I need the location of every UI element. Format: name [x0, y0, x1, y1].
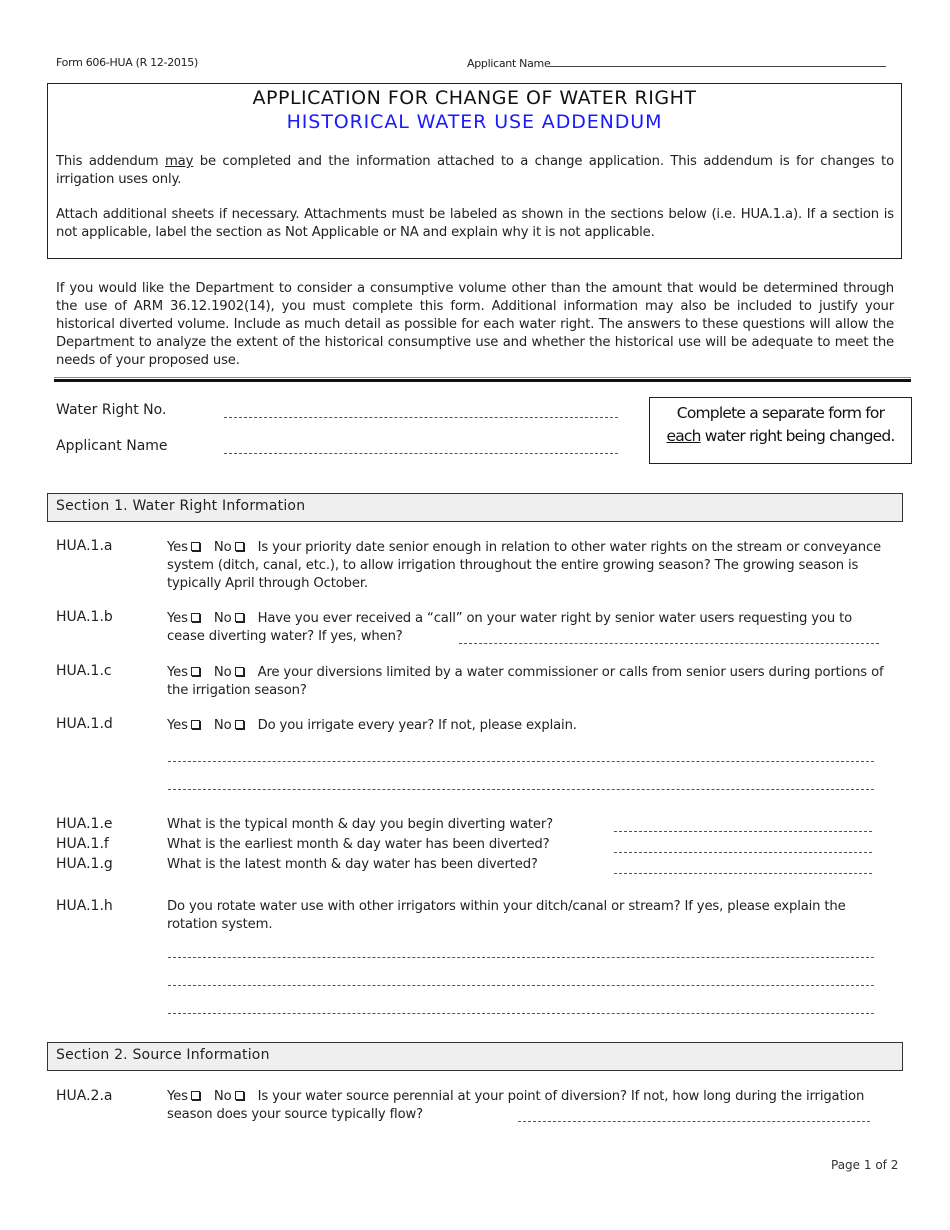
water-right-label: Water Right No.	[56, 402, 167, 418]
question-id: HUA.1.a	[56, 538, 113, 554]
separate-form-note: Complete a separate form for each water right being changed.	[649, 397, 912, 464]
section-2-header: Section 2. Source Information	[47, 1042, 903, 1071]
yes-checkbox[interactable]	[191, 667, 200, 676]
begin-date-field[interactable]	[614, 830, 872, 832]
no-checkbox[interactable]	[235, 613, 244, 622]
intro-paragraph: If you would like the Department to consider a consumptive volume other than the amount that would be determined through the use of ARM 36.12.1902(14), you must complete this form. Additional information may also be included to justify your historical diverted volume. Include as much detail as possible for each water right. The answers to these questions will allow the Department to analyze the extent of the historical consumptive use and whether the historical use will be adequate to meet the needs of your proposed use.	[56, 281, 894, 368]
question-hua-2-a: Yes No Is your water source perennial at your point of diversion? If not, how long during the irrigation season does your source typically flow?	[167, 1089, 865, 1122]
header-applicant-name	[467, 56, 886, 70]
earliest-date-field[interactable]	[614, 851, 872, 853]
question-hua-1-g: What is the latest month & day water has been diverted?	[167, 857, 538, 872]
page-subtitle: HISTORICAL WATER USE ADDENDUM	[286, 111, 663, 133]
section-1-header: Section 1. Water Right Information	[47, 493, 903, 522]
water-right-field[interactable]	[224, 416, 618, 418]
divider-shadow	[54, 377, 911, 378]
page-title: APPLICATION FOR CHANGE OF WATER RIGHT	[252, 87, 697, 109]
question-id: HUA.1.e	[56, 816, 113, 832]
yes-checkbox[interactable]	[191, 542, 200, 551]
question-id: HUA.1.g	[56, 856, 113, 872]
header-applicant-label: Applicant Name	[467, 57, 551, 70]
question-hua-1-b: Yes No Have you ever received a “call” on your water right by senior water users requesting you to cease diverting water? If yes, when?	[167, 611, 853, 644]
no-checkbox[interactable]	[235, 542, 244, 551]
no-checkbox[interactable]	[235, 1091, 244, 1100]
explain-line-2[interactable]	[168, 788, 874, 790]
question-hua-1-f: What is the earliest month & day water has been diverted?	[167, 837, 550, 852]
rotation-line-2[interactable]	[168, 984, 874, 986]
question-id: HUA.1.b	[56, 609, 113, 625]
question-id: HUA.1.d	[56, 716, 113, 732]
yes-checkbox[interactable]	[191, 613, 200, 622]
rotation-line-1[interactable]	[168, 956, 874, 958]
question-id: HUA.1.f	[56, 836, 109, 852]
no-checkbox[interactable]	[235, 720, 244, 729]
flow-duration-field[interactable]	[518, 1120, 870, 1122]
applicant-name-label: Applicant Name	[56, 438, 168, 454]
applicant-name-field[interactable]	[224, 452, 618, 454]
question-hua-1-c: Yes No Are your diversions limited by a water commissioner or calls from senior users during portions of the irrigation season?	[167, 665, 884, 698]
title-paragraph-1: This addendum may be completed and the information attached to a change application. This addendum is for changes to irrigation uses only.	[56, 154, 894, 187]
question-hua-1-a: Yes No Is your priority date senior enough in relation to other water rights on the stream or conveyance system (ditch, canal, etc.), to allow irrigation throughout the entire growing season? The growing season is typically April through October.	[167, 540, 882, 591]
divider	[54, 379, 911, 382]
yes-checkbox[interactable]	[191, 720, 200, 729]
title-box	[47, 83, 902, 259]
rotation-line-3[interactable]	[168, 1012, 874, 1014]
call-date-field[interactable]	[459, 642, 879, 644]
explain-line-1[interactable]	[168, 760, 874, 762]
header-applicant-field[interactable]	[550, 56, 886, 67]
question-hua-1-h: Do you rotate water use with other irrigators within your ditch/canal or stream? If yes, please explain the rotation system.	[167, 899, 846, 932]
question-id: HUA.2.a	[56, 1088, 113, 1104]
title-paragraph-2: Attach additional sheets if necessary. Attachments must be labeled as shown in the sections below (i.e. HUA.1.a). If a section is not applicable, label the section as Not Applicable or NA and explain why it is not applicable.	[56, 207, 894, 240]
yes-checkbox[interactable]	[191, 1091, 200, 1100]
question-id: HUA.1.h	[56, 898, 113, 914]
form-id: Form 606-HUA (R 12-2015)	[56, 56, 198, 69]
question-id: HUA.1.c	[56, 663, 112, 679]
latest-date-field[interactable]	[614, 872, 872, 874]
question-hua-1-e: What is the typical month & day you begin diverting water?	[167, 817, 554, 832]
question-hua-1-d: Yes No Do you irrigate every year? If not, please explain.	[167, 718, 577, 733]
page-number: Page 1 of 2	[831, 1158, 899, 1172]
no-checkbox[interactable]	[235, 667, 244, 676]
